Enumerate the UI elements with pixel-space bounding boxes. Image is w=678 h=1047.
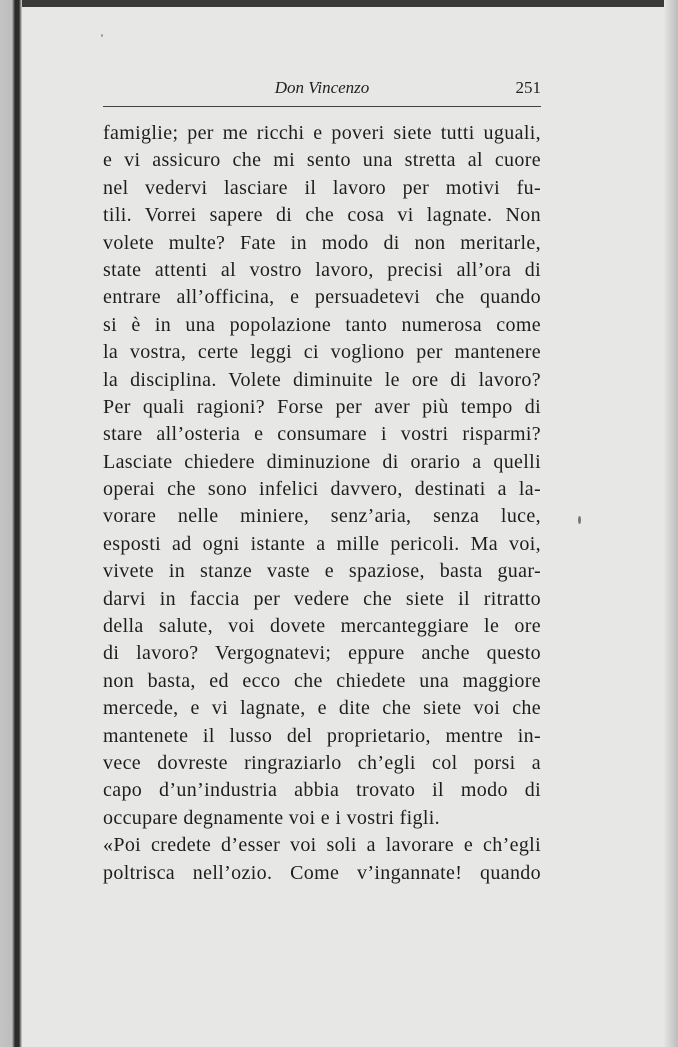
running-header (103, 78, 541, 102)
book-gutter (0, 0, 22, 1047)
text-line: operai che sono infelici davvero, destinati a la- (103, 478, 541, 501)
text-line: Lasciate chiedere diminuzione di orario a quelli (103, 450, 541, 473)
text-line: vece dovreste ringraziarlo ch’egli col porsi a (103, 751, 541, 774)
page-number: 251 (515, 78, 541, 97)
text-line: non basta, ed ecco che chiedete una maggiore (103, 669, 541, 692)
scan-top-edge (0, 0, 678, 7)
text-line: vorare nelle miniere, senz’aria, senza luce, (103, 505, 541, 528)
header-rule (103, 106, 541, 107)
text-line: «Poi credete d’esser voi soli a lavorare e ch’egli (103, 834, 541, 857)
text-line: poltrisca nell’ozio. Come v’ingannate! quando (103, 861, 541, 884)
text-line: esposti ad ogni istante a mille pericoli. Ma voi, (103, 532, 541, 555)
paper-speck (578, 516, 581, 524)
text-line: e vi assicuro che mi sento una stretta al cuore (103, 149, 541, 172)
running-title: Don Vincenzo (274, 78, 370, 97)
text-line: mercede, e vi lagnate, e dite che siete voi che (103, 697, 541, 720)
text-line: tili. Vorrei sapere di che cosa vi lagnate. Non (103, 204, 541, 227)
text-line: occupare degnamente voi e i vostri figli. (103, 806, 441, 829)
text-line: capo d’un’industria abbia trovato il modo di (103, 779, 541, 802)
text-line: si è in una popolazione tanto numerosa come (103, 313, 541, 336)
text-line: darvi in faccia per vedere che siete il ritratto (103, 587, 541, 610)
text-line: famiglie; per me ricchi e poveri siete tutti uguali, (103, 122, 541, 144)
text-line: Per quali ragioni? Forse per aver più tempo di (103, 395, 541, 418)
text-line: di lavoro? Vergognatevi; eppure anche questo (103, 642, 541, 665)
text-line: nel vedervi lasciare il lavoro per motivi fu- (103, 176, 541, 199)
text-line: entrare all’officina, e persuadetevi che quando (103, 286, 541, 309)
text-line: la vostra, certe leggi ci vogliono per mantenere (103, 341, 541, 364)
body-text (103, 120, 541, 887)
text-line: della salute, voi dovete mercanteggiare le ore (103, 615, 541, 638)
text-line: la disciplina. Volete diminuite le ore di lavoro? (103, 368, 541, 391)
text-line: stare all’osteria e consumare i vostri risparmi? (103, 423, 541, 446)
paper-speck (101, 34, 103, 37)
text-line: state attenti al vostro lavoro, precisi all’ora di (103, 258, 541, 281)
page-right-edge (664, 0, 678, 1047)
text-line: mantenete il lusso del proprietario, mentre in- (103, 724, 541, 747)
text-line: vivete in stanze vaste e spaziose, basta guar- (103, 560, 541, 583)
text-line: volete multe? Fate in modo di non meritarle, (103, 231, 541, 254)
